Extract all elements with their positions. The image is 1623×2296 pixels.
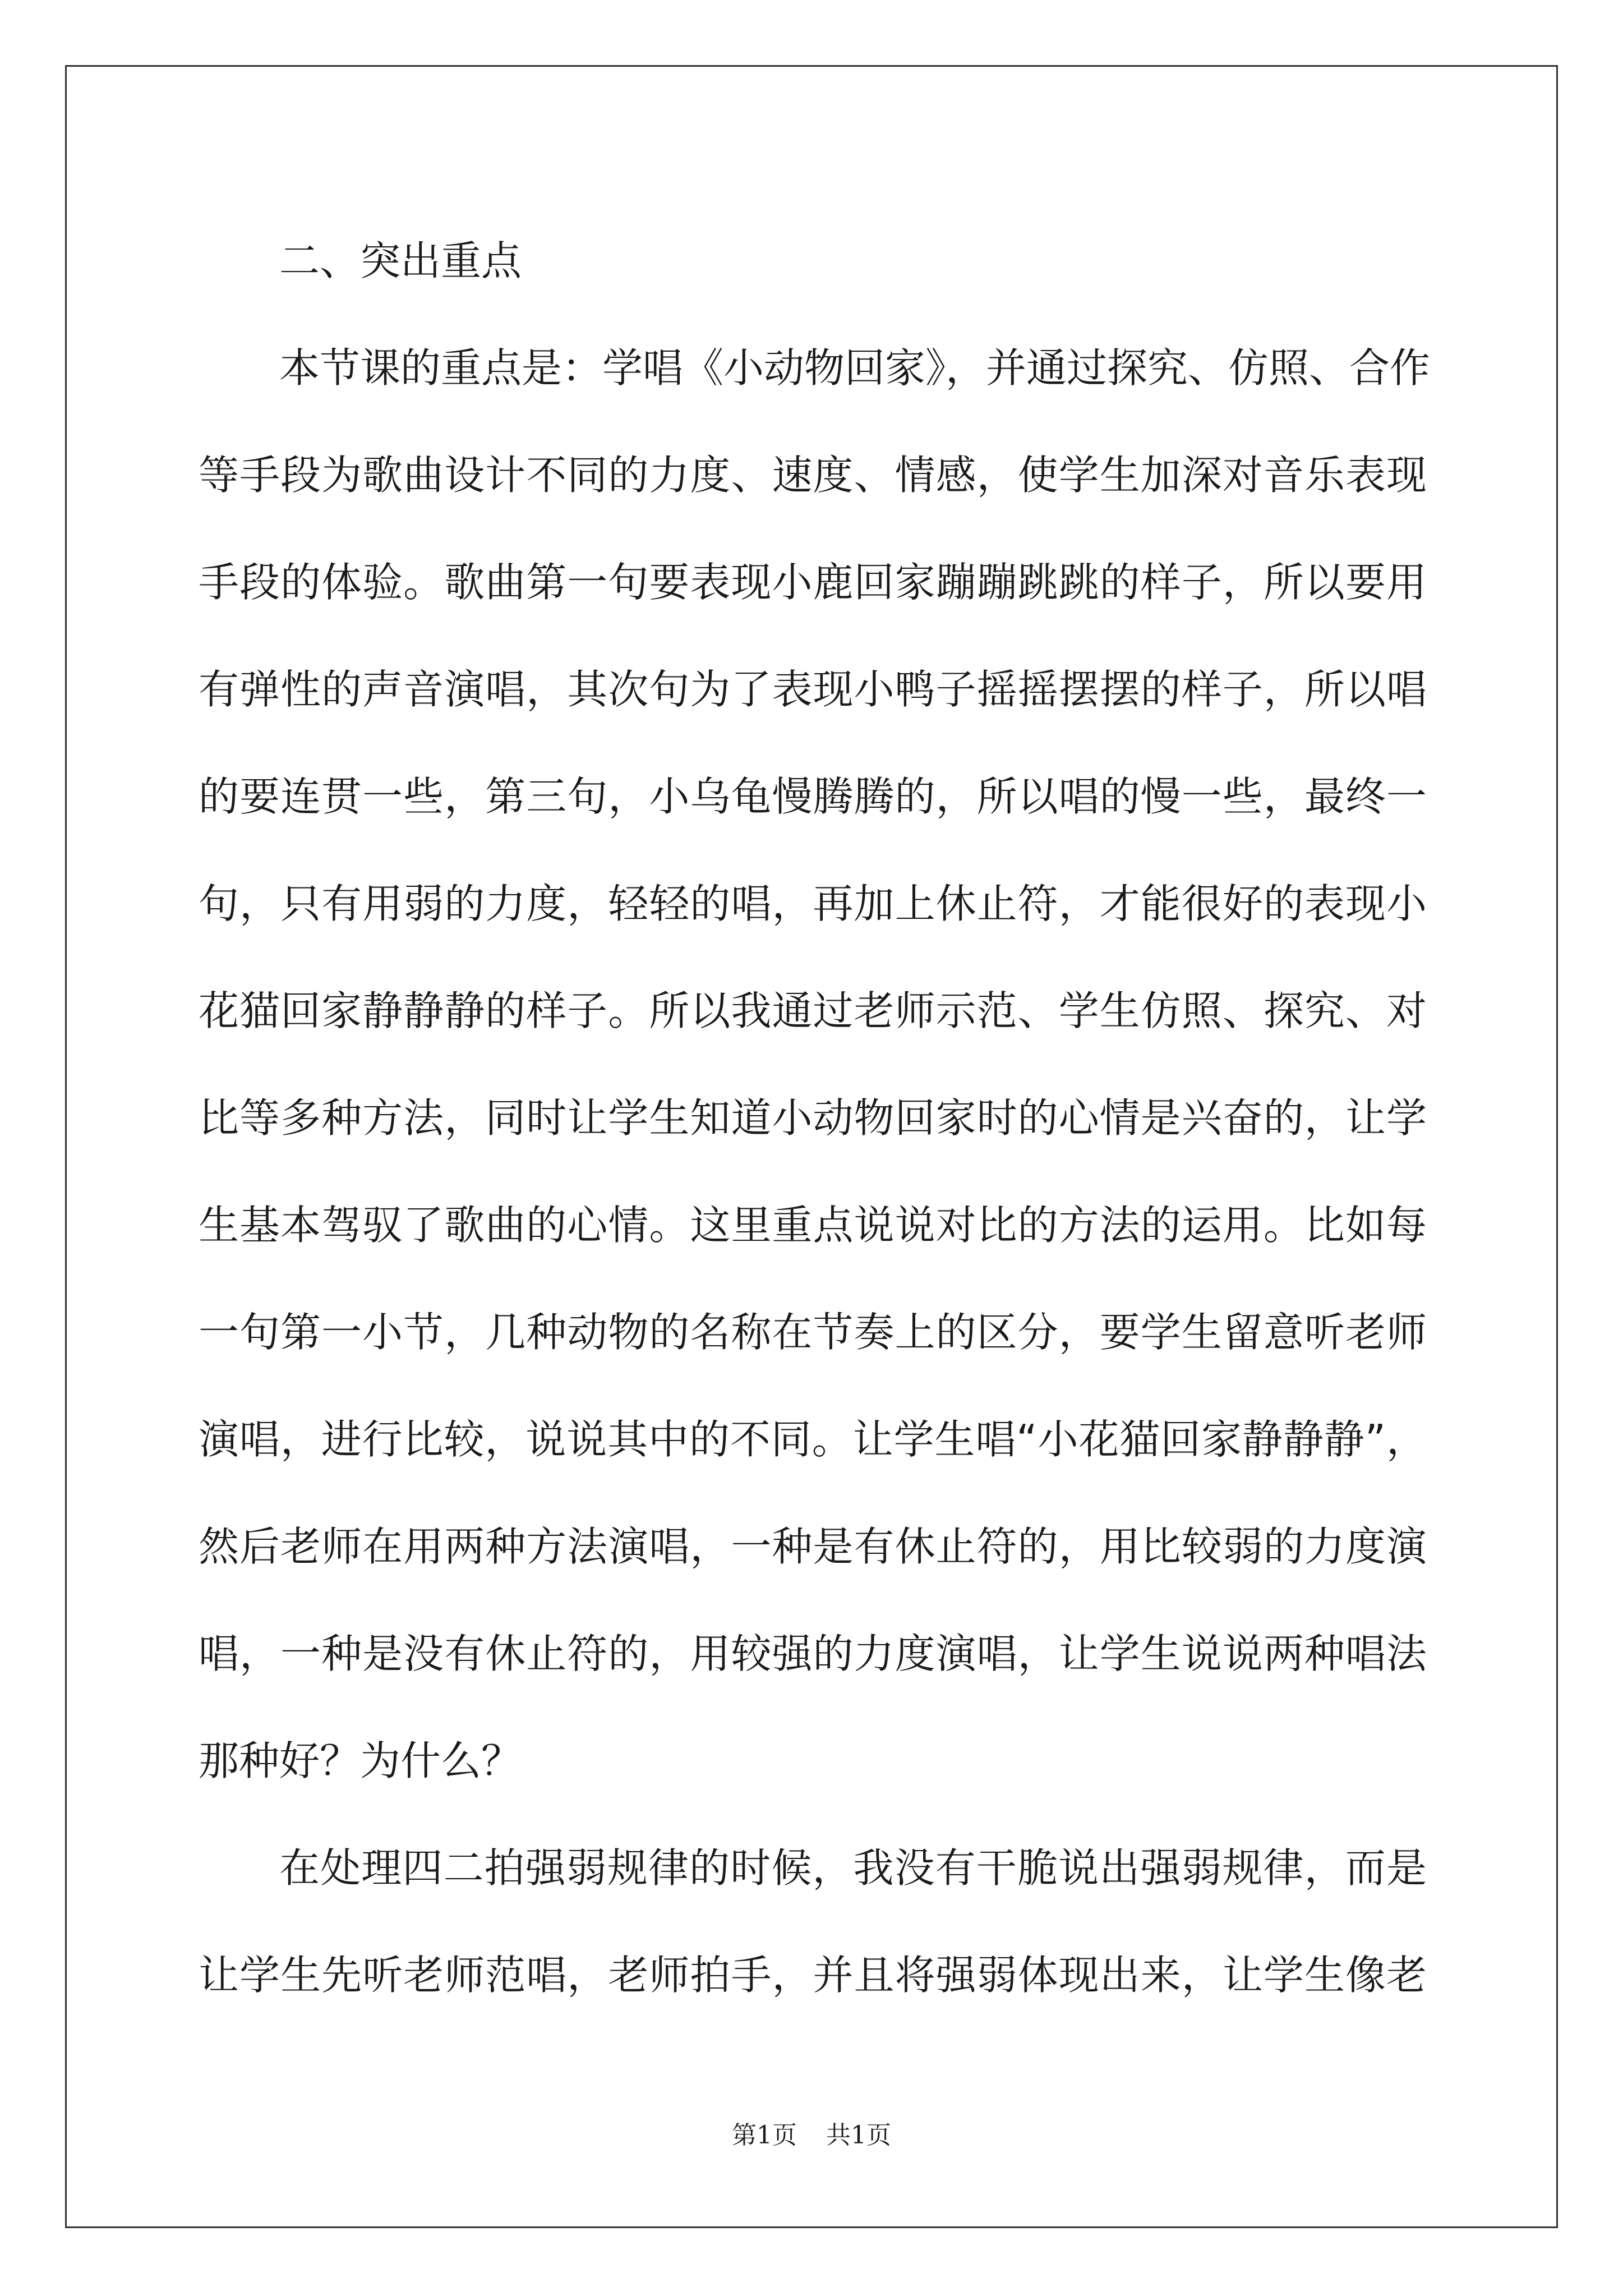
text-line: 生基本驾驭了歌曲的心情。这里重点说说对比的方法的运用。比如每 — [199, 1202, 1427, 1249]
text-line: 比等多种方法，同时让学生知道小动物回家时的心情是兴奋的，让学 — [199, 1094, 1427, 1142]
text-line: 的要连贯一些，第三句，小乌龟慢腾腾的，所以唱的慢一些，最终一 — [199, 773, 1427, 820]
text-line: 唱，一种是没有休止符的，用较强的力度演唱，让学生说说两种唱法 — [199, 1630, 1427, 1677]
text-line: 让学生先听老师范唱，老师拍手，并且将强弱体现出来，让学生像老 — [199, 1952, 1427, 1999]
page-number-current: 第1页 — [732, 2121, 797, 2150]
text-line: 演唱，进行比较，说说其中的不同。让学生唱“小花猫回家静静静”， — [199, 1416, 1427, 1463]
text-line: 然后老师在用两种方法演唱，一种是有休止符的，用比较弱的力度演 — [199, 1523, 1427, 1570]
document-body — [199, 208, 1431, 2029]
text-line: 手段的体验。歌曲第一句要表现小鹿回家蹦蹦跳跳的样子，所以要用 — [199, 559, 1427, 606]
text-line: 等手段为歌曲设计不同的力度、速度、情感，使学生加深对音乐表现 — [199, 452, 1427, 499]
text-line: 那种好？为什么？ — [199, 1737, 522, 1784]
text-line: 本节课的重点是：学唱《小动物回家》，并通过探究、仿照、合作 — [279, 344, 1431, 392]
text-line: 花猫回家静静静的样子。所以我通过老师示范、学生仿照、探究、对 — [199, 987, 1427, 1034]
text-line: 在处理四二拍强弱规律的时候，我没有干脆说出强弱规律，而是 — [279, 1844, 1427, 1892]
page-number-total: 共1页 — [826, 2121, 891, 2150]
text-line: 句，只有用弱的力度，轻轻的唱，再加上休止符，才能很好的表现小 — [199, 880, 1427, 927]
text-line: 一句第一小节，几种动物的名称在节奏上的区分，要学生留意听老师 — [199, 1309, 1427, 1356]
section-heading: 二、突出重点 — [279, 237, 522, 284]
paragraph-1 — [199, 315, 1431, 1815]
page-footer — [0, 2115, 1623, 2151]
paragraph-2 — [199, 1815, 1427, 2029]
text-line: 有弹性的声音演唱，其次句为了表现小鸭子摇摇摆摆的样子，所以唱 — [199, 666, 1427, 713]
